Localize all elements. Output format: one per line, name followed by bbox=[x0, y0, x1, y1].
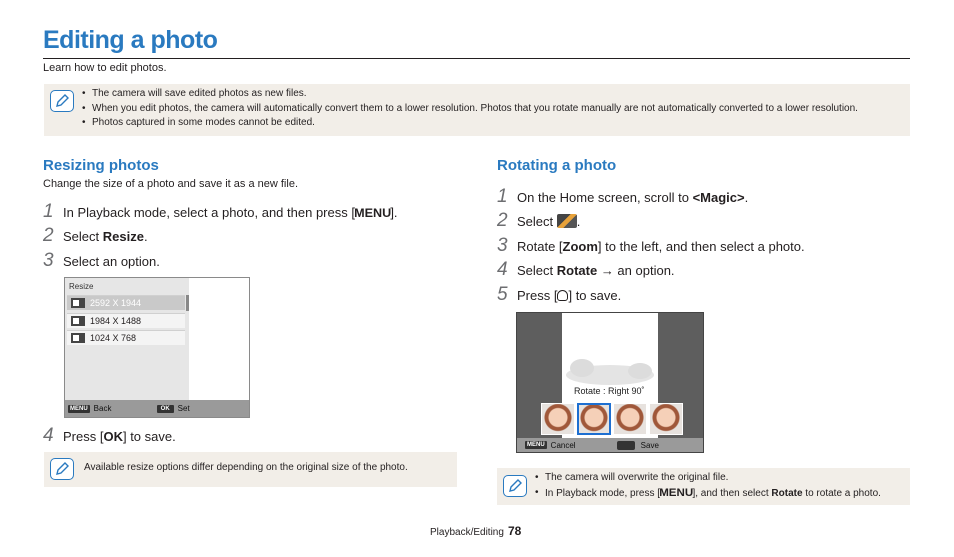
resize-option[interactable]: 1024 X 768 bbox=[67, 330, 185, 345]
thumbnail-strip bbox=[541, 403, 683, 435]
rotate-step-5: 5 Press [ ] to save. bbox=[497, 284, 622, 305]
resize-screen-header: Resize bbox=[69, 282, 94, 291]
page-footer: Playback/Editing 78 bbox=[430, 524, 522, 538]
resizing-title: Resizing photos bbox=[43, 157, 159, 174]
rotate-label: Rotate : Right 90˚ bbox=[571, 385, 648, 397]
note-item: • The camera will overwrite the original file. bbox=[535, 471, 905, 486]
resize-option[interactable]: 2592 X 1944 bbox=[67, 295, 185, 310]
top-note bbox=[44, 84, 910, 136]
resize-step-2: 2 Select Resize. bbox=[43, 225, 148, 246]
menu-key-icon: MENU bbox=[527, 442, 545, 448]
rotate-step-4: 4 Select Rotate → an option. bbox=[497, 259, 675, 280]
rotate-step-2: 2 Select . bbox=[497, 210, 581, 231]
pencil-note-icon bbox=[503, 475, 527, 497]
menu-button-icon: MENU bbox=[659, 486, 694, 499]
rotating-title: Rotating a photo bbox=[497, 157, 617, 174]
rotate-note bbox=[497, 468, 910, 505]
resize-step-1: 1 In Playback mode, select a photo, and then press [MENU]. bbox=[43, 201, 398, 222]
page-title: Editing a photo bbox=[43, 26, 218, 54]
photo-thumbnail[interactable] bbox=[541, 403, 575, 435]
rotate-screen bbox=[516, 312, 704, 453]
timer-button-icon bbox=[557, 290, 568, 301]
dpad-icon bbox=[617, 441, 635, 450]
rotate-step-3: 3 Rotate [Zoom] to the left, and then select a photo. bbox=[497, 235, 805, 256]
photo-thumbnail-selected[interactable] bbox=[577, 403, 611, 435]
photo-thumbnail[interactable] bbox=[649, 403, 683, 435]
menu-key-icon: MENU bbox=[70, 405, 88, 412]
resize-option[interactable]: 1984 X 1488 bbox=[67, 313, 185, 328]
resize-note bbox=[44, 452, 457, 487]
page-subtitle: Learn how to edit photos. bbox=[43, 62, 167, 74]
title-divider bbox=[43, 58, 910, 59]
image-size-icon bbox=[71, 333, 85, 343]
ok-button-icon: OK bbox=[103, 429, 123, 444]
resize-step-3: 3 Select an option. bbox=[43, 250, 160, 271]
pencil-note-icon bbox=[50, 90, 74, 112]
resize-screen bbox=[64, 277, 250, 418]
ok-key-icon: OK bbox=[157, 405, 174, 413]
scrollbar bbox=[186, 295, 189, 311]
note-item: • In Playback mode, press [MENU], and then select Rotate to rotate a photo. bbox=[535, 486, 905, 502]
image-size-icon bbox=[71, 298, 85, 308]
note-item: • Photos captured in some modes cannot be edited. bbox=[82, 116, 902, 131]
rotate-step-1: 1 On the Home screen, scroll to <Magic>. bbox=[497, 186, 749, 207]
resize-note-text: Available resize options differ depending on the original size of the photo. bbox=[84, 462, 408, 473]
rotate-screen-footer: MENU Cancel Save bbox=[517, 438, 703, 452]
photo-editor-icon bbox=[557, 214, 577, 228]
note-item: • The camera will save edited photos as new files. bbox=[82, 87, 902, 102]
resize-step-4: 4 Press [OK] to save. bbox=[43, 425, 176, 446]
resize-screen-footer: MENU Back OK Set bbox=[65, 400, 249, 417]
menu-button-icon: MENU bbox=[354, 206, 392, 220]
resizing-desc: Change the size of a photo and save it as a new file. bbox=[43, 178, 298, 190]
image-size-icon bbox=[71, 316, 85, 326]
note-item: • When you edit photos, the camera will automatically convert them to a lower resolution. Photos that you rotate manually are not automatically converted to a lower resolution. bbox=[82, 102, 902, 117]
page-number: 78 bbox=[507, 524, 522, 538]
pencil-note-icon bbox=[50, 458, 74, 480]
photo-thumbnail[interactable] bbox=[613, 403, 647, 435]
